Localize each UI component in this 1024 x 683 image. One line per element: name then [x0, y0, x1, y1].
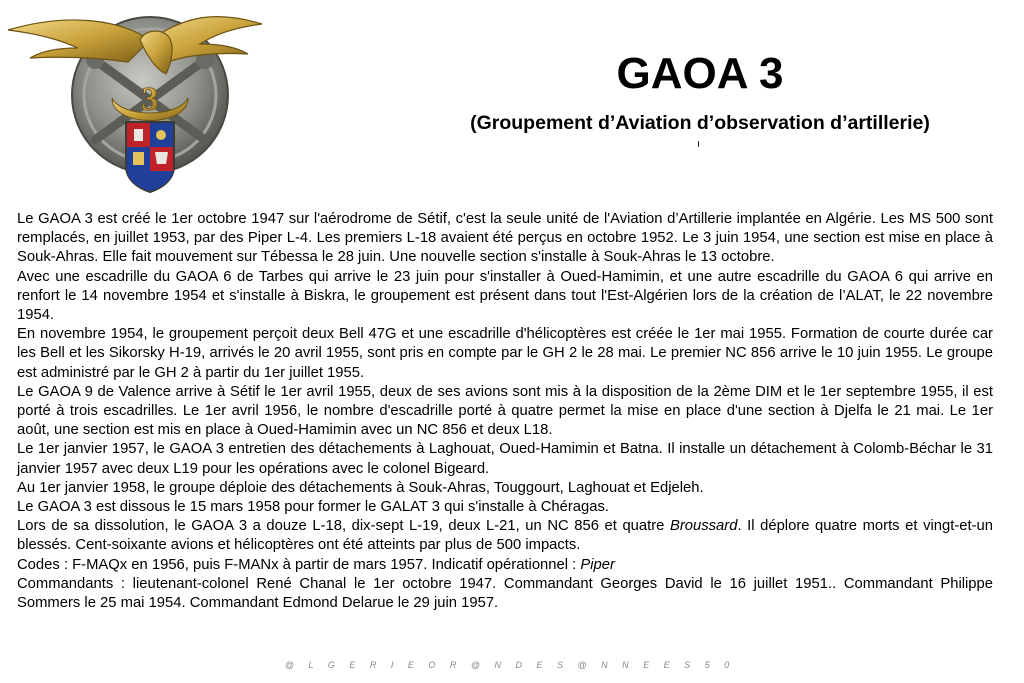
decorative-tick-mark	[698, 141, 699, 147]
footer-credit: @ L G E R I E O R @ N D E S @ N N E E S 5 0	[284, 660, 736, 670]
paragraph-text: Avec une escadrille du GAOA 6 de Tarbes qui arrive le 23 juin pour s'installer à Oued-Hamimin, et une autre escadrille du GAOA 6 qui arrive en renfort le 14 novembre 1954 et s'installe à Biskra, le groupement est présent dans tout l'Est-Algérien lors de la création de l’ALAT, le 22 novembre 1954.	[17, 268, 993, 324]
paragraph-text: Le GAOA 9 de Valence arrive à Sétif le 1er avril 1955, deux de ses avions sont mis à la disposition de la 2ème DIM et le 1er septembre 1955, il est porté à trois escadrilles. Le 1er avril 1956, le nombre d'escadrille porté à quatre permet la mise en place d'une section à Djelfa le 21 mai. Le 1er août, une section est mis en place à Oued-Hamimin avec un NC 856 et deux L18.	[17, 383, 993, 439]
insignia-numeral: 3	[141, 81, 159, 118]
history-paragraph	[17, 517, 993, 555]
page-subtitle: (Groupement d’Aviation d’observation d’artillerie)	[470, 112, 930, 134]
paragraph-text: Codes : F-MAQx en 1956, puis F-MANx à partir de mars 1957. Indicatif opérationnel :	[17, 556, 581, 573]
history-paragraph	[17, 479, 993, 498]
paragraph-text: Le GAOA 3 est créé le 1er octobre 1947 sur l'aérodrome de Sétif, c'est la seule unité de l'Aviation d’Artillerie implantée en Algérie. Les MS 500 sont remplacés, en juillet 1953, par des Piper L-4. Les premiers L-18 avaient été perçus en octobre 1952. Le 3 juin 1954, une section est mise en place à Souk-Ahras. Elle fait mouvement sur Tébessa le 28 juin. Une nouvelle section s'installe à Souk-Ahras le 13 octobre.	[17, 211, 993, 266]
history-paragraph	[17, 440, 993, 478]
paragraph-text: Au 1er janvier 1958, le groupe déploie des détachements à Souk-Ahras, Touggourt, Laghouat et Edjeleh.	[17, 479, 704, 496]
paragraph-text: Lors de sa dissolution, le GAOA 3 a douze L-18, dix-sept L-19, deux L-21, un NC 856 et quatre	[17, 518, 670, 535]
history-text-body	[17, 210, 993, 613]
paragraph-text: Le GAOA 3 est dissous le 15 mars 1958 pour former le GALAT 3 qui s'installe à Chéragas.	[17, 499, 609, 516]
history-paragraph	[17, 210, 993, 268]
paragraph-text: En novembre 1954, le groupement perçoit deux Bell 47G et une escadrille d'hélicoptères est créée le 1er mai 1955. Formation de courte durée car les Bell et les Sikorsky H-19, arrivés le 20 avril 1955, sont pris en compte par le GH 2 le 28 mai. Le premier NC 856 arrive le 10 juin 1955. Le groupe est administré par le GH 2 à partir du 1er juillet 1955.	[17, 326, 993, 381]
gaoa-insignia-badge	[0, 0, 265, 200]
paragraph-text: . Il déplore quatre morts et vingt-et-un blessés. Cent-soixante avions et hélicoptères ont été atteints par plus de 500 impacts.	[17, 518, 993, 554]
paragraph-text: Commandants : lieutenant-colonel René Chanal le 1er octobre 1947. Commandant Georges David le 16 juillet 1951.. Commandant Philippe Sommers le 25 mai 1954. Commandant Edmond Delarue le 29 juin 1957.	[17, 575, 993, 612]
paragraph-text: Le 1er janvier 1957, le GAOA 3 entretien des détachements à Laghouat, Oued-Hamimin et Batna. Il installe un détachement à Colomb-Béchar le 31 janvier 1957 avec deux L19 pour les opérations avec le colonel Bigeard.	[17, 441, 993, 477]
heraldic-shield-icon	[126, 122, 174, 192]
italic-term: Piper	[580, 556, 615, 573]
history-paragraph	[17, 556, 993, 575]
history-paragraph	[17, 325, 993, 383]
history-paragraph	[17, 268, 993, 326]
history-paragraph	[17, 498, 993, 517]
page-title: GAOA 3	[616, 49, 784, 98]
italic-term: Broussard	[670, 518, 738, 535]
history-paragraph	[17, 575, 993, 613]
history-paragraph	[17, 383, 993, 441]
